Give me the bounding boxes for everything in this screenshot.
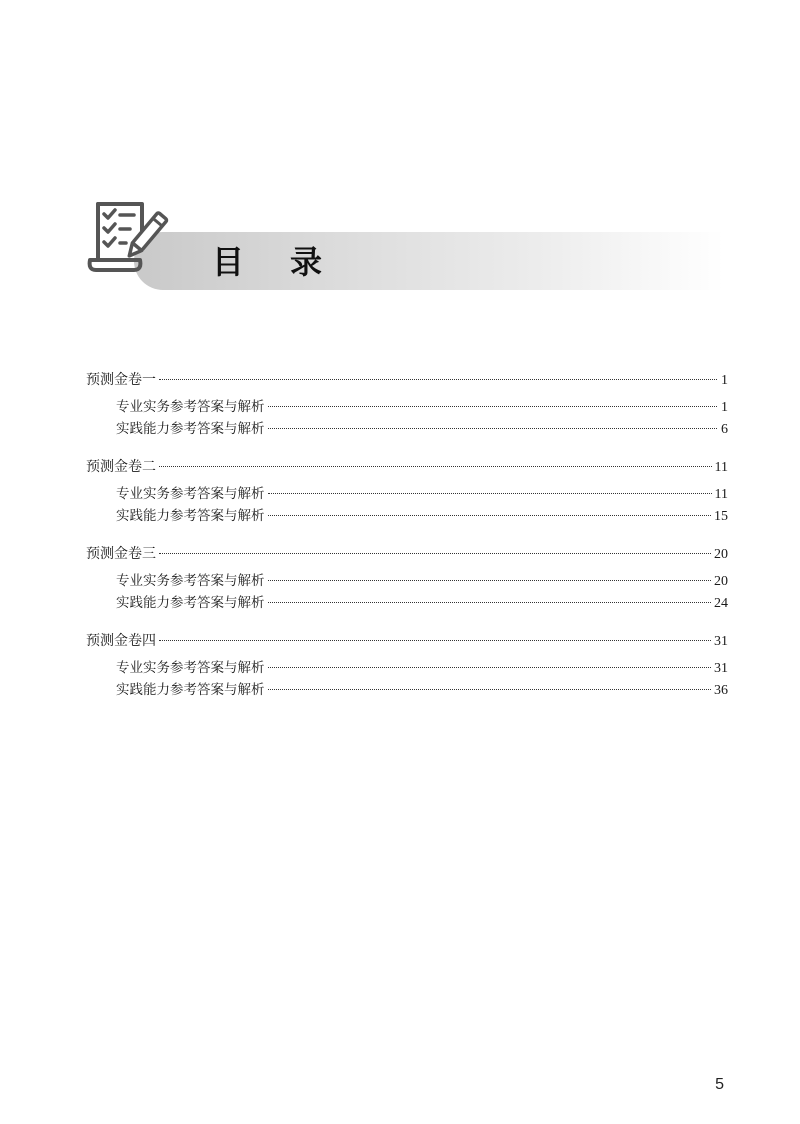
toc-subentry-page: 15 <box>714 509 728 524</box>
dot-leader <box>159 466 712 467</box>
toc-group <box>86 629 728 701</box>
toc-entry[interactable] <box>86 542 728 566</box>
toc-entry[interactable] <box>86 368 728 392</box>
page-title: 目录 <box>212 243 369 281</box>
table-of-contents <box>86 368 728 716</box>
toc-subentry-page: 6 <box>721 422 728 437</box>
toc-subentry-page: 20 <box>714 574 728 589</box>
toc-entry[interactable] <box>86 455 728 479</box>
toc-entry[interactable] <box>86 629 728 653</box>
toc-subentry-page: 36 <box>714 683 728 698</box>
dot-leader <box>159 379 717 380</box>
toc-subentry-title: 专业实务参考答案与解析 <box>116 573 265 589</box>
toc-subentry-page: 31 <box>714 661 728 676</box>
toc-subentry-title: 实践能力参考答案与解析 <box>116 682 265 698</box>
dot-leader <box>159 640 711 641</box>
dot-leader <box>268 515 712 516</box>
toc-subentry[interactable] <box>86 418 728 440</box>
toc-entry-page: 31 <box>714 634 728 649</box>
dot-leader <box>268 689 712 690</box>
toc-subentry-title: 实践能力参考答案与解析 <box>116 421 265 437</box>
toc-entry-page: 11 <box>714 460 728 475</box>
toc-entry-title: 预测金卷二 <box>86 459 156 475</box>
toc-subentry-title: 专业实务参考答案与解析 <box>116 486 265 502</box>
toc-entry-page: 20 <box>714 547 728 562</box>
toc-subentry[interactable] <box>86 657 728 679</box>
toc-subentry[interactable] <box>86 396 728 418</box>
toc-entry-page: 1 <box>721 373 728 388</box>
toc-subentry-title: 专业实务参考答案与解析 <box>116 660 265 676</box>
toc-subentry[interactable] <box>86 505 728 527</box>
toc-entry-title: 预测金卷四 <box>86 633 156 649</box>
dot-leader <box>159 553 711 554</box>
toc-subentry[interactable] <box>86 483 728 505</box>
dot-leader <box>268 667 712 668</box>
checklist-pencil-icon <box>84 196 170 276</box>
toc-subentry[interactable] <box>86 592 728 614</box>
dot-leader <box>268 428 718 429</box>
toc-subentry-page: 1 <box>721 400 728 415</box>
toc-group <box>86 455 728 527</box>
toc-subentry-page: 11 <box>714 487 728 502</box>
toc-header <box>84 196 724 296</box>
toc-group <box>86 368 728 440</box>
toc-subentry-title: 专业实务参考答案与解析 <box>116 399 265 415</box>
dot-leader <box>268 602 712 603</box>
toc-entry-title: 预测金卷三 <box>86 546 156 562</box>
page-number: 5 <box>715 1076 724 1093</box>
dot-leader <box>268 580 712 581</box>
toc-subentry-title: 实践能力参考答案与解析 <box>116 508 265 524</box>
toc-subentry-page: 24 <box>714 596 728 611</box>
dot-leader <box>268 493 712 494</box>
toc-subentry[interactable] <box>86 570 728 592</box>
toc-subentry[interactable] <box>86 679 728 701</box>
toc-subentry-title: 实践能力参考答案与解析 <box>116 595 265 611</box>
toc-group <box>86 542 728 614</box>
dot-leader <box>268 406 718 407</box>
toc-entry-title: 预测金卷一 <box>86 372 156 388</box>
